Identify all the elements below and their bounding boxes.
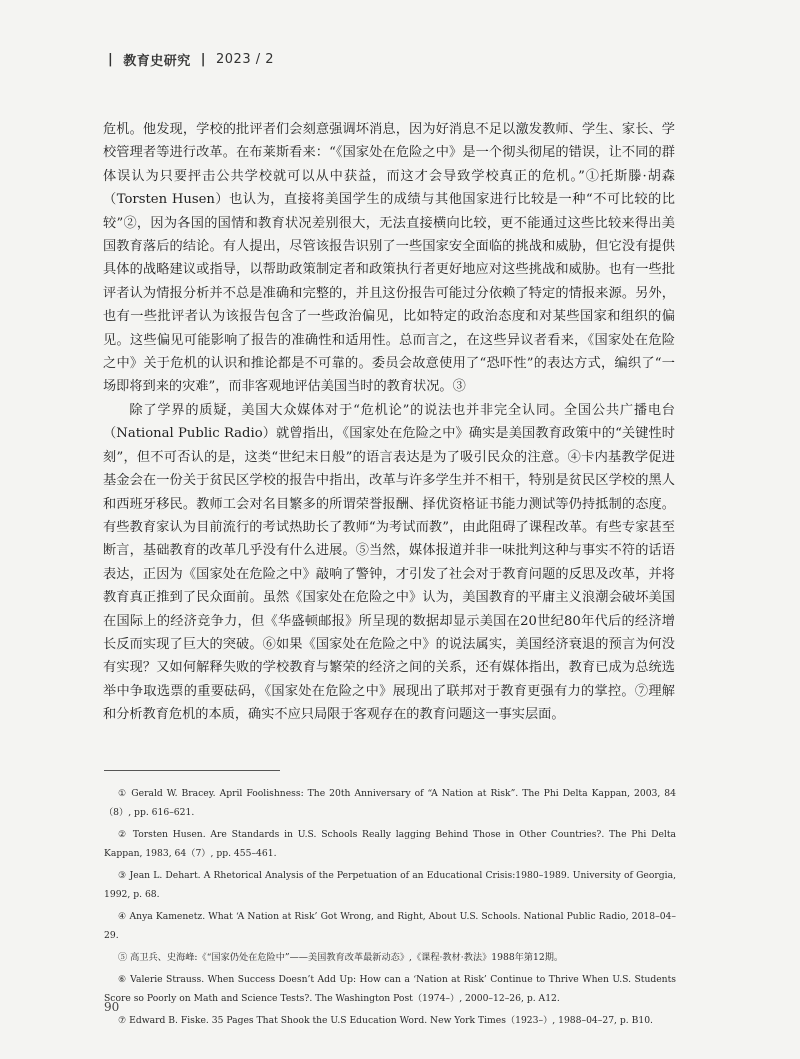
footnote: ⑦ Edward B. Fiske. 35 Pages That Shook the U.S Education Word. New York Times（1923–）, 1988–04–27, p. B10. [118, 1015, 653, 1026]
footnote: ⑤ 高卫兵、史海峰:《“国家仍处在危险中”——美国教育改革最新动态》,《课程·教材·教法》1988年第12期。 [118, 952, 564, 963]
footnote: ③ Jean L. Dehart. A Rhetorical Analysis of the Perpetuation of an Educational Crisis:1980–1989. University of Georgia, 1992, p. 68. [104, 870, 676, 900]
footnote: ① Gerald W. Bracey. April Foolishness: The 20th Anniversary of “A Nation at Risk”. The Phi Delta Kappan, 2003, 84（8）, pp. 616–621. [104, 788, 676, 818]
footnote: ② Torsten Husen. Are Standards in U.S. Schools Really lagging Behind Those in Other Countries?. The Phi Delta Kappan, 1983, 64（7）, pp. 455–461. [104, 829, 676, 859]
footnote: ④ Anya Kamenetz. What ‘A Nation at Risk’ Got Wrong, and Right, About U.S. Schools. National Public Radio, 2018–04–29. [104, 911, 676, 941]
footnotes [104, 784, 676, 1033]
issue-number: 2023 / 2 [216, 52, 275, 67]
running-header [108, 50, 274, 69]
paragraph: 危机。他发现，学校的批评者们会刻意强调坏消息，因为好消息不足以激发教师、学生、家长、学校管理者等进行改革。在布莱斯看来：“《国家处在危险之中》是一个彻头彻尾的错误，让不同的群体误认为只要抨击公共学校就可以从中获益，而这才会导致学校真正的危机。”①托斯滕·胡森（Torsten Husen）也认为，直接将美国学生的成绩与其他国家进行比较是一种“不可比较的比较”②，因为各国的国情和教育状况差别很大，无法直接横向比较，更不能通过这些比较来得出美国教育落后的结论。有人提出，尽管该报告识别了一些国家安全面临的挑战和威胁，但它没有提供具体的战略建议或指导，以帮助政策制定者和政策执行者更好地应对这些挑战和威胁。也有一些批评者认为情报分析并不总是准确和完整的，并且这份报告可能过分依赖了特定的情报来源。另外，也有一些批评者认为该报告包含了一些政治偏见，比如特定的政治态度和对某些国家和组织的偏见。这些偏见可能影响了报告的准确性和适用性。总而言之，在这些异议者看来，《国家处在危险之中》关于危机的认识和推论都是不可靠的。委员会故意使用了“恐吓性”的表达方式，编织了“一场即将到来的灾难”，而非客观地评估美国当时的教育状况。③ [103, 122, 675, 395]
header-bar-left: | [108, 52, 114, 67]
journal-title: 教育史研究 [123, 54, 191, 69]
footnote-divider [104, 770, 280, 771]
article-body [103, 118, 675, 727]
paragraph: 除了学界的质疑，美国大众媒体对于“危机论”的说法也并非完全认同。全国公共广播电台（National Public Radio）就曾指出，《国家处在危险之中》确实是美国教育政策中的“关键性时刻”，但不可否认的是，这类“世纪末日般”的语言表达是为了吸引民众的注意。④卡内基教学促进基金会在一份关于贫民区学校的报告中指出，改革与许多学生并不相干，特别是贫民区学校的黑人和西班牙移民。教师工会对名目繁多的所谓荣誉报酬、择优资格证书能力测试等仍持抵制的态度。有些教育家认为目前流行的考试热助长了教师“为考试而教”，由此阻碍了课程改革。有些专家甚至断言，基础教育的改革几乎没有什么进展。⑤当然，媒体报道并非一味批判这种与事实不符的话语表达，正因为《国家处在危险之中》敲响了警钟，才引发了社会对于教育问题的反思及改革，并将教育真正推到了民众面前。虽然《国家处在危险之中》认为，美国教育的平庸主义浪潮会破坏美国在国际上的经济竞争力，但《华盛顿邮报》所呈现的数据却显示美国在20世纪80年代后的经济增长反而实现了巨大的突破。⑥如果《国家处在危险之中》的说法属实，美国经济衰退的预言为何没有实现？又如何解释失败的学校教育与繁荣的经济之间的关系，还有媒体指出，教育已成为总统选举中争取选票的重要砝码，《国家处在危险之中》展现出了联邦对于教育更强有力的掌控。⑦理解和分析教育危机的本质，确实不应只局限于客观存在的教育问题这一事实层面。 [103, 402, 675, 723]
header-bar-right: | [200, 52, 207, 67]
page-number: 90 [104, 1000, 120, 1014]
footnote: ⑥ Valerie Strauss. When Success Doesn’t Add Up: How can a ‘Nation at Risk’ Continue to Thrive When U.S. Students Score so Poorly on Math and Science Tests?. The Washington Post（1974–）, 2000–12–26, p. A12. [104, 974, 676, 1004]
